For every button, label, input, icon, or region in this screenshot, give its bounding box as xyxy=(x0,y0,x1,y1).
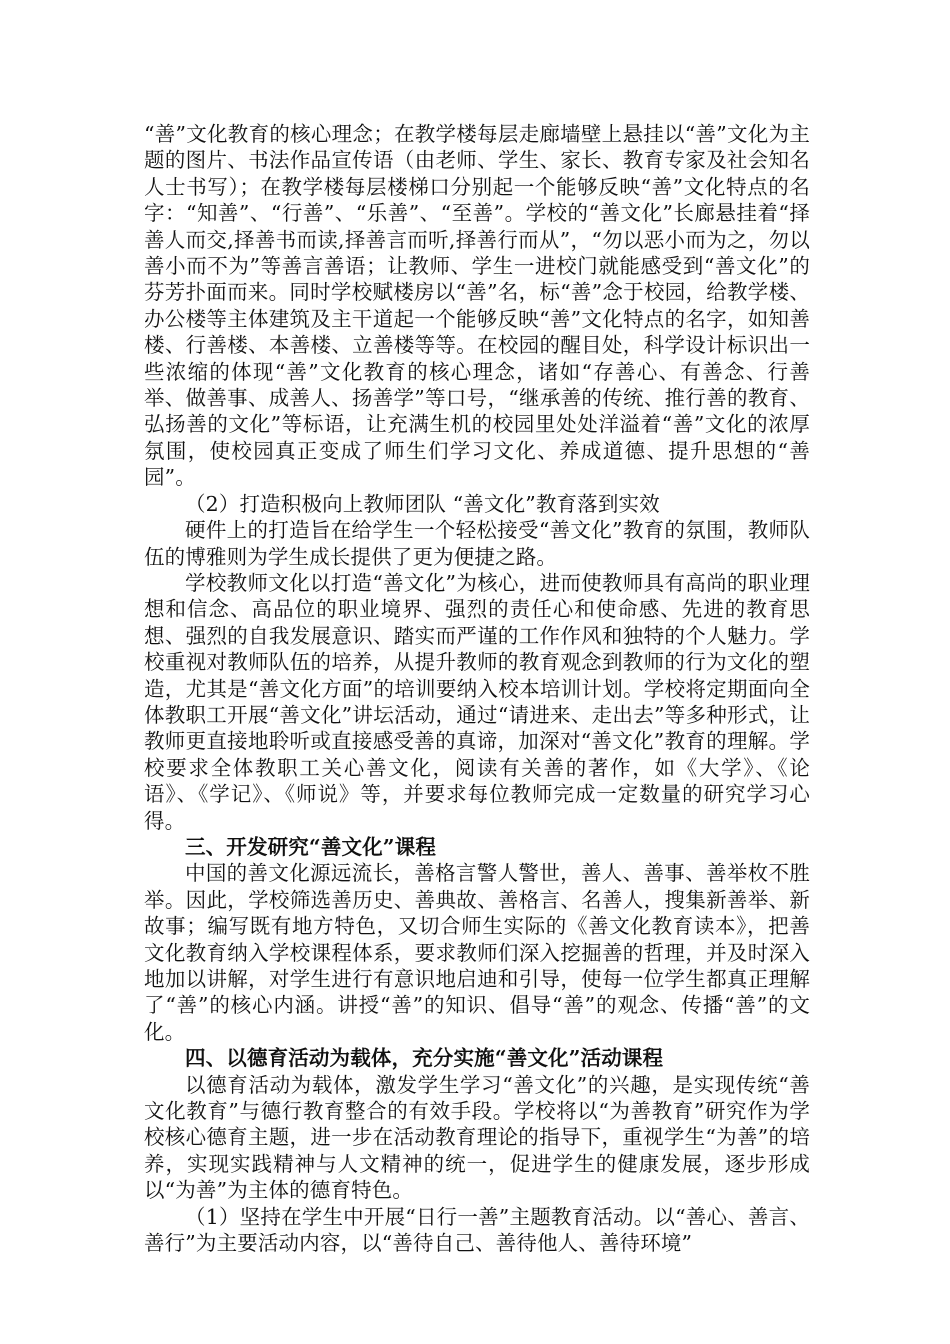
paragraph-moral-activities: 以德育活动为载体，激发学生学习“善文化”的兴趣，是实现传统“善文化教育”与德行教育整合的有效手段。学校将以“为善教育”研究作为学校核心德育主题，进一步在活动教育理论的指导下，重视学生“为善”的培养，实现实践精神与人文精神的统一，促进学生的健康发展，逐步形成以“为善”为主体的德育特色。 xyxy=(144,1072,810,1203)
paragraph-teacher-culture: 学校教师文化以打造“善文化”为核心，进而使教师具有高尚的职业理想和信念、高品位的职业境界、强烈的责任心和使命感、先进的教育思想、强烈的自我发展意识、踏实而严谨的工作作风和独特的个人魅力。学校重视对教师队伍的培养，从提升教师的教育观念到教师的行为文化的塑造，尤其是“善文化方面”的培训要纳入校本培训计划。学校将定期面向全体教职工开展“善文化”讲坛活动，通过“请进来、走出去”等多种形式，让教师更直接地聆听或直接感受善的真谛，加深对“善文化”教育的理解。学校要求全体教职工关心善文化，阅读有关善的著作，如《大学》、《论语》、《学记》、《师说》等，并要求每位教师完成一定数量的研究学习心得。 xyxy=(144,570,810,833)
paragraph-curriculum: 中国的善文化源远流长，善格言警人警世，善人、善事、善举枚不胜举。因此，学校筛选善历史、善典故、善格言、名善人，搜集新善举、新故事；编写既有地方特色，又切合师生实际的《善文化教育读本》，把善文化教育纳入学校课程体系，要求教师们深入挖掘善的哲理，并及时深入地加以讲解，对学生进行有意识地启迪和引导，使每一位学生都真正理解了“善”的核心内涵。讲授“善”的知识、倡导“善”的观念、传播“善”的文化。 xyxy=(144,861,810,1044)
paragraph-hardware-atmosphere: 硬件上的打造旨在给学生一个轻松接受“善文化”教育的氛围，教师队伍的博雅则为学生成长提供了更为便捷之路。 xyxy=(144,518,810,569)
paragraph-campus-environment: “善”文化教育的核心理念；在教学楼每层走廊墙壁上悬挂以“善”文化为主题的图片、书法作品宣传语（由老师、学生、家长、教育专家及社会知名人士书写）；在教学楼每层楼梯口分别起一个能够反映“善”文化特点的名字：“知善”、“行善”、“乐善”、“至善”。学校的“善文化”长廊悬挂着“择善人而交,择善书而读,择善言而听,择善行而从”，“勿以恶小而为之，勿以善小而不为”等善言善语；让教师、学生一进校门就能感受到“善文化”的芬芳扑面而来。同时学校赋楼房以“善”名，标“善”念于校园，给教学楼、办公楼等主体建筑及主干道起一个能够反映“善”文化特点的名字，如知善楼、行善楼、本善楼、立善楼等等。在校园的醒目处，科学设计标识出一些浓缩的体现“善”文化教育的核心理念，诸如“存善心、有善念、行善举、做善事、成善人、扬善学”等口号，“继承善的传统、推行善的教育、弘扬善的文化”等标语，让充满生机的校园里处处洋溢着“善”文化的浓厚氛围，使校园真正变成了师生们学习文化、养成道德、提升思想的“善园”。 xyxy=(144,122,810,490)
section-heading-moral-activities: 四、以德育活动为载体，充分实施“善文化”活动课程 xyxy=(185,1046,664,1071)
section-heading-curriculum: 三、开发研究“善文化”课程 xyxy=(185,834,437,859)
paragraph-daily-good-deed: （1）坚持在学生中开展“日行一善”主题教育活动。以“善心、善言、善行”为主要活动内容，以“善待自己、善待他人、善待环境” xyxy=(144,1204,810,1256)
document-body xyxy=(144,121,810,1256)
paragraph-teacher-team-subtitle: （2）打造积极向上教师团队 “善文化”教育落到实效 xyxy=(185,491,660,516)
